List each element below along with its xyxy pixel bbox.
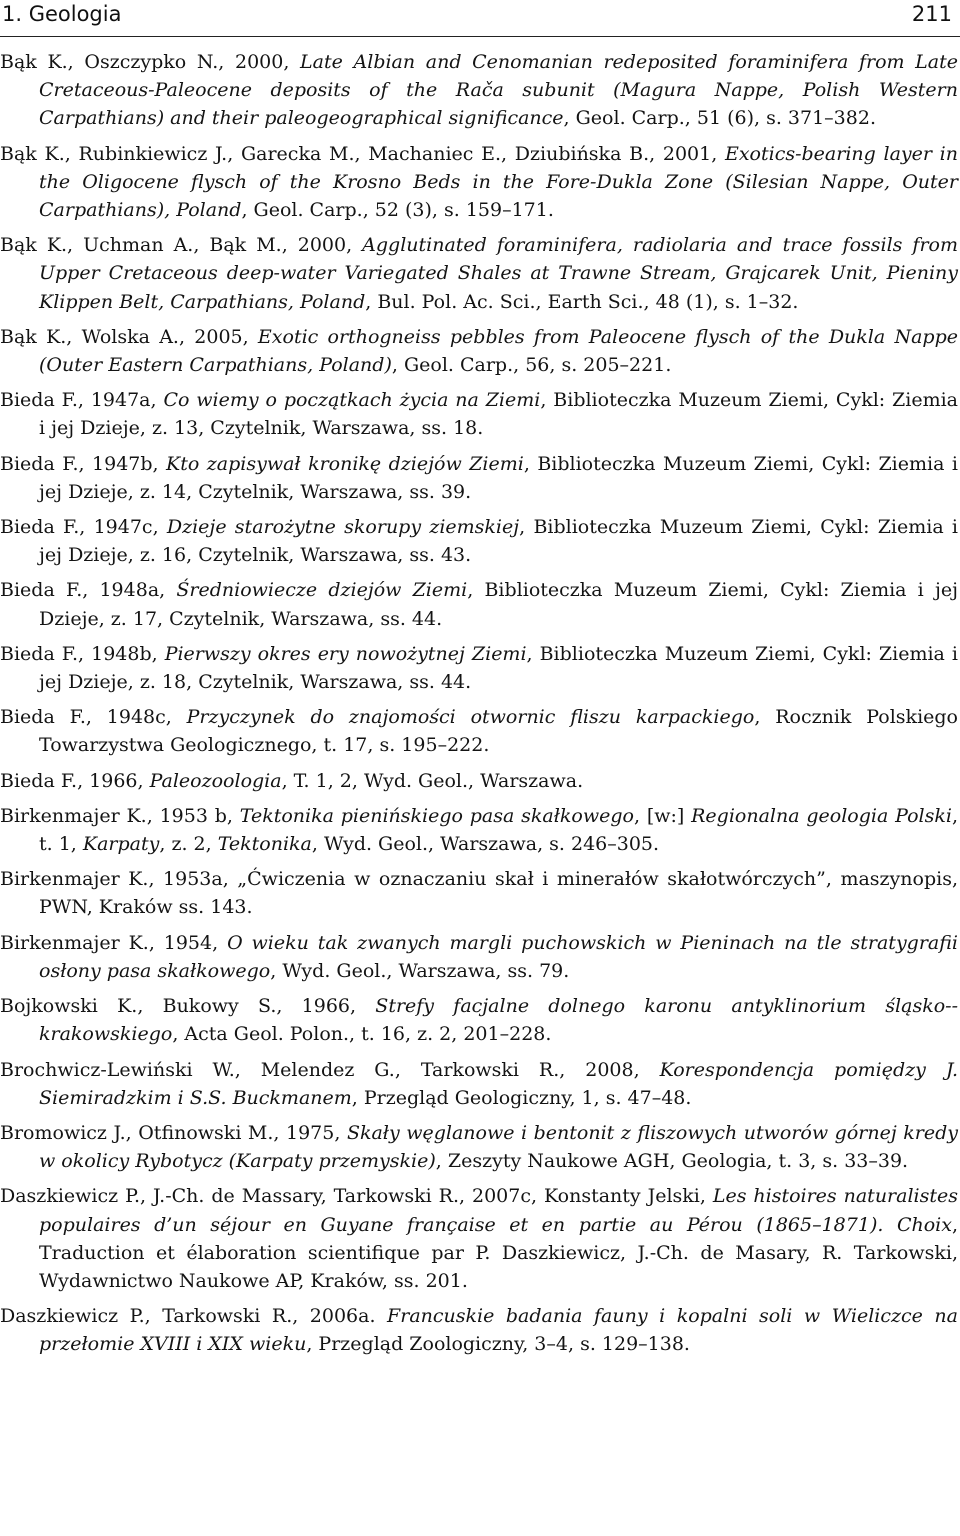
reference-title: Exotics-bearing layer in the Oligocene flysch of the Krosno Beds in the Fore-Dukla Zone (Silesian Nappe, Outer Carpathians), Poland (39, 142, 959, 222)
reference-entry (0, 140, 958, 225)
reference-entry (0, 640, 958, 696)
reference-text: , Przegląd Geologiczny, 1, s. 47–48. (351, 1086, 692, 1109)
reference-text: Bieda F., 1947b, (0, 452, 167, 475)
reference-title: Les histoires naturalistes populaires d’un séjour en Guyane française et en partie au Pérou (1865–1871). Choix (39, 1185, 958, 1236)
reference-title: Exotic orthogneiss pebbles from Paleocene flysch of the Dukla Nappe (Outer Eastern Carpathians, Poland) (39, 325, 958, 377)
reference-title: Francuskie badania fauny i kopalni soli w Wieliczce na przełomie XVIII i XIX wieku (39, 1305, 958, 1356)
reference-title: Strefy facjalne dolnego karonu antyklinorium śląsko--krakowskiego (39, 995, 959, 1046)
reference-text: Bieda F., 1948c, (0, 706, 187, 729)
reference-entry (0, 1302, 958, 1358)
reference-text: , Geol. Carp., 51 (6), s. 371–382. (563, 107, 876, 130)
reference-text: Bieda F., 1948a, (0, 579, 177, 602)
reference-text: , Geol. Carp., 56, s. 205–221. (391, 354, 672, 377)
reference-text: , [w:] (633, 804, 692, 827)
reference-text: Daszkiewicz P., Tarkowski R., 2006a. (0, 1305, 388, 1328)
reference-text: Bojkowski K., Bukowy S., 1966, (0, 995, 376, 1018)
reference-title: Korespondencja pomiędzy J. Siemiradzkim i S.S. Buckmanem (39, 1058, 958, 1109)
reference-entry (0, 513, 958, 569)
reference-entry (0, 323, 958, 379)
reference-text: , Rocznik Polskiego Towarzystwa Geologicznego, t. 17, s. 195–222. (39, 706, 958, 757)
reference-entry (0, 992, 958, 1048)
reference-text: , z. 2, (159, 833, 218, 856)
reference-text: Bieda F., 1947c, (0, 516, 167, 539)
reference-entry (0, 1056, 958, 1112)
reference-title: Pierwszy okres ery nowożytnej Ziemi (164, 642, 527, 665)
reference-entry (0, 48, 958, 133)
reference-entry (0, 576, 958, 632)
reference-text: Bąk K., Wolska A., 2005, (0, 325, 258, 348)
reference-title: Przyczynek do znajomości otwornic fliszu karpackiego (186, 706, 755, 729)
reference-text: , T. 1, 2, Wyd. Geol., Warszawa. (281, 769, 584, 792)
reference-text: , Bul. Pol. Ac. Sci., Earth Sci., 48 (1), s. 1–32. (365, 290, 799, 313)
reference-text: , Biblioteczka Muzeum Ziemi, Cykl: Ziemia i jej Dzieje, z. 17, Czytelnik, Warszawa, ss. 44. (39, 579, 958, 630)
reference-text: , Traduction et élaboration scientifique par P. Daszkiewicz, J.-Ch. de Masary, R. Tarkowski, Wydawnictwo Naukowe AP, Kraków, ss. 201. (39, 1213, 958, 1292)
reference-text: Bieda F., 1947a, (0, 389, 164, 412)
reference-entry (0, 802, 958, 858)
reference-text: , Acta Geol. Polon., t. 16, z. 2, 201–228. (172, 1023, 552, 1046)
reference-entry (0, 865, 958, 921)
reference-entry (0, 1119, 958, 1175)
reference-title: Tektonika pienińskiego pasa skałkowego (239, 804, 634, 827)
reference-text: , Biblioteczka Muzeum Ziemi, Cykl: Ziemia i jej Dzieje, z. 14, Czytelnik, Warszawa, ss. 39. (39, 452, 958, 503)
reference-title: Karpaty (82, 833, 160, 856)
reference-list (0, 48, 958, 1366)
reference-title: Tektonika (217, 833, 312, 856)
section-title: 1. Geologia (2, 2, 122, 26)
header-rule (0, 36, 960, 37)
reference-title: Agglutinated foraminifera, radiolaria and trace fossils from Upper Cretaceous deep-water Variegated Shales at Trawne Stream, Grajcarek Unit, Pieniny Klippen Belt, Carpathians, Poland (39, 234, 958, 313)
reference-text: Bieda F., 1966, (0, 769, 150, 792)
reference-text: Bąk K., Uchman A., Bąk M., 2000, (0, 234, 363, 257)
reference-text: , t. 1, (39, 804, 959, 856)
reference-title: Kto zapisywał kronikę dziejów Ziemi (166, 452, 524, 475)
reference-text: , Biblioteczka Muzeum Ziemi, Cykl: Ziemia i jej Dzieje, z. 13, Czytelnik, Warszawa, ss. 18. (39, 389, 959, 440)
reference-title: Skały węglanowe i bentonit z fliszowych utworów górnej kredy w okolicy Rybotycz (Karpaty przemyskie) (39, 1121, 958, 1173)
reference-entry (0, 929, 958, 985)
reference-text: , Biblioteczka Muzeum Ziemi, Cykl: Ziemia i jej Dzieje, z. 18, Czytelnik, Warszawa, ss. 44. (39, 642, 958, 694)
reference-text: , Wyd. Geol., Warszawa, s. 246–305. (311, 833, 660, 856)
reference-title: Co wiemy o początkach życia na Ziemi (163, 389, 541, 412)
reference-title: O wieku tak zwanych margli puchowskich w Pieninach na tle stratygrafii osłony pasa skałkowego (39, 931, 958, 982)
reference-entry (0, 386, 958, 442)
reference-title: Dzieje starożytne skorupy ziemskiej (166, 516, 520, 539)
reference-text: , Przegląd Zoologiczny, 3–4, s. 129–138. (306, 1333, 690, 1356)
reference-text: Bieda F., 1948b, (0, 642, 165, 665)
reference-text: Brochwicz-Lewiński W., Melendez G., Tarkowski R., 2008, (0, 1058, 660, 1081)
reference-text: , Zeszyty Naukowe AGH, Geologia, t. 3, s. 33–39. (435, 1150, 909, 1173)
reference-text: , Wyd. Geol., Warszawa, ss. 79. (270, 959, 570, 982)
reference-entry (0, 231, 958, 316)
reference-text: Bąk K., Rubinkiewicz J., Garecka M., Machaniec E., Dziubińska B., 2001, (0, 142, 725, 165)
reference-entry (0, 1182, 958, 1295)
running-header (0, 0, 960, 34)
reference-text: Bromowicz J., Otfinowski M., 1975, (0, 1121, 347, 1144)
reference-title: Late Albian and Cenomanian redeposited foraminifera from Late Cretaceous-Paleocene deposits of the Rača subunit (Magura Nappe, Polish Western Carpathians) and their paleogeographical significance (39, 51, 958, 130)
reference-text: Daszkiewicz P., J.-Ch. de Massary, Tarkowski R., 2007c, Konstanty Jelski, (0, 1185, 713, 1208)
reference-text: Bąk K., Oszczypko N., 2000, (0, 51, 301, 73)
reference-text: Birkenmajer K., 1953a, „Ćwiczenia w oznaczaniu skał i minerałów skałotwórczych”, maszynopis, PWN, Kraków ss. 143. (0, 868, 958, 919)
reference-entry (0, 450, 958, 506)
reference-entry (0, 767, 958, 795)
page-number: 211 (911, 2, 952, 26)
reference-title: Regionalna geologia Polski (691, 804, 952, 827)
reference-text: , Geol. Carp., 52 (3), s. 159–171. (241, 199, 554, 222)
reference-title: Paleozoologia (149, 769, 282, 792)
reference-text: Birkenmajer K., 1954, (0, 931, 228, 954)
reference-text: , Biblioteczka Muzeum Ziemi, Cykl: Ziemia i jej Dzieje, z. 16, Czytelnik, Warszawa, ss. 43. (39, 516, 958, 567)
reference-text: Birkenmajer K., 1953 b, (0, 804, 240, 827)
reference-entry (0, 703, 958, 759)
reference-title: Średniowiecze dziejów Ziemi (176, 579, 468, 602)
